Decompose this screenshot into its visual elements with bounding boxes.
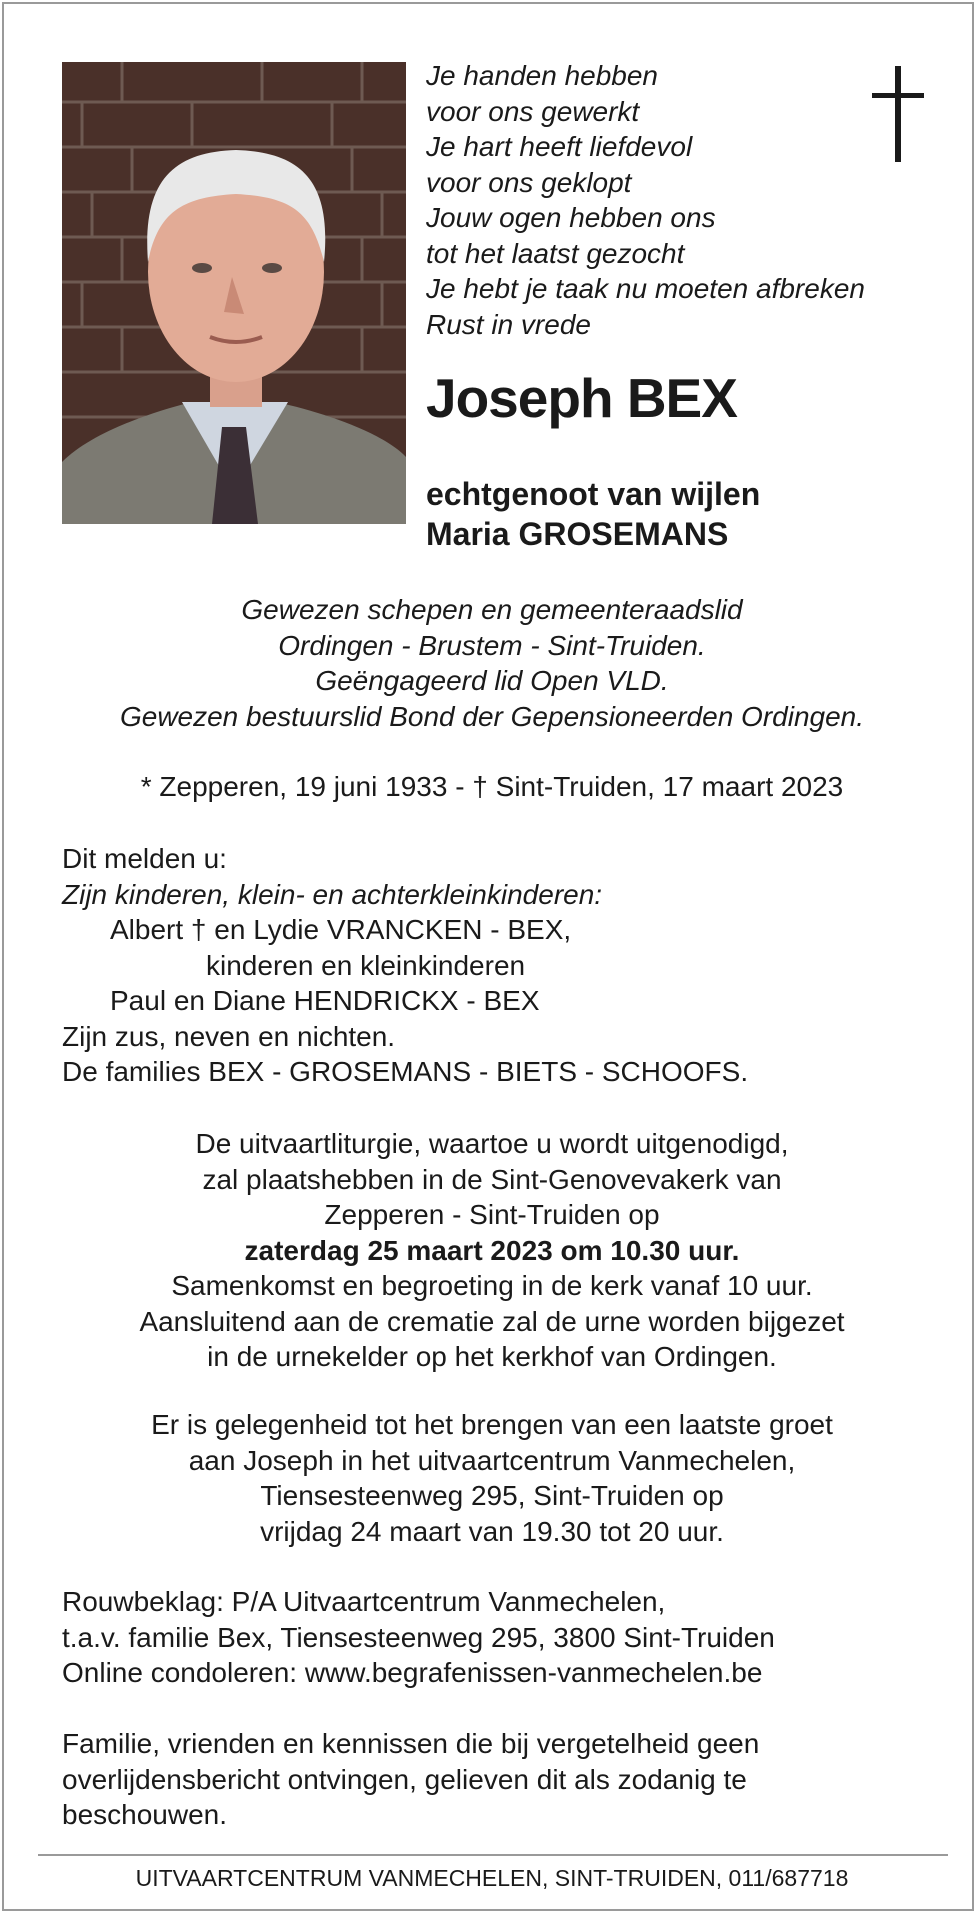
funeral-line: in de urnekelder op het kerkhof van Ordingen. <box>207 1341 777 1372</box>
portrait-image <box>62 62 406 524</box>
funeral-date: zaterdag 25 maart 2023 om 10.30 uur. <box>244 1234 740 1266</box>
notice-line: overlijdensbericht ontvingen, gelieven dit als zodanig te <box>62 1763 747 1795</box>
poem-line: voor ons gewerkt <box>426 95 640 127</box>
funeral-line: zal plaatshebben in de Sint-Genovevakerk van <box>202 1163 782 1195</box>
bio-block <box>4 592 980 734</box>
announcers-block <box>62 841 748 1090</box>
footer-text: UITVAARTCENTRUM VANMECHELEN, SINT-TRUIDEN, 011/687718 <box>135 1865 849 1891</box>
child-family-sub: kinderen en kleinkinderen <box>206 949 526 981</box>
poem-line: Je hart heeft liefdevol <box>426 131 693 162</box>
poem <box>426 58 865 342</box>
condolences-line: Online condoleren: www.begrafenissen-vanmechelen.be <box>62 1657 763 1688</box>
poem-line: voor ons geklopt <box>426 166 632 198</box>
funeral-block <box>4 1126 980 1375</box>
siblings-line: Zijn zus, neven en nichten. <box>62 1020 396 1052</box>
life-dates <box>4 769 980 805</box>
notice-line: beschouwen. <box>62 1799 228 1830</box>
poem-line: Je handen hebben <box>426 60 658 91</box>
children-heading: Zijn kinderen, klein- en achterkleinkinderen: <box>62 878 603 910</box>
bio-line: Gewezen bestuurslid Bond der Gepensioneerden Ordingen. <box>119 700 865 732</box>
footer-divider <box>38 1854 948 1856</box>
latin-cross-icon <box>866 66 930 162</box>
obituary-card <box>2 2 974 1911</box>
families-line: De families BEX - GROSEMANS - BIETS - SCHOOFS. <box>62 1056 749 1087</box>
condolences-line: t.a.v. familie Bex, Tiensesteenweg 295, 3800 Sint-Truiden <box>62 1621 775 1653</box>
poem-line: Rust in vrede <box>426 308 591 340</box>
visitation-block <box>4 1407 980 1549</box>
announcers-intro: Dit melden u: <box>62 843 227 874</box>
funeral-line: Zepperen - Sint-Truiden op <box>324 1199 660 1230</box>
spouse-relation: echtgenoot van wijlen <box>426 476 761 512</box>
portrait-photo <box>62 62 406 524</box>
poem-line: Jouw ogen hebben ons <box>426 202 716 233</box>
funeral-line: Aansluitend aan de crematie zal de urne worden bijgezet <box>139 1305 845 1337</box>
bio-line: Ordingen - Brustem - Sint-Truiden. <box>278 629 706 661</box>
poem-line: Je hebt je taak nu moeten afbreken <box>426 273 865 304</box>
visitation-line: Er is gelegenheid tot het brengen van een laatste groet <box>151 1409 833 1440</box>
life-dates-text: * Zepperen, 19 juni 1933 - † Sint-Truiden, 17 maart 2023 <box>140 771 844 802</box>
spouse-name: Maria GROSEMANS <box>426 516 729 552</box>
visitation-line: aan Joseph in het uitvaartcentrum Vanmechelen, <box>188 1444 796 1476</box>
child-family: Albert † en Lydie VRANCKEN - BEX, <box>110 914 572 945</box>
condolences-line: Rouwbeklag: P/A Uitvaartcentrum Vanmechelen, <box>62 1586 666 1617</box>
funeral-line: Samenkomst en begroeting in de kerk vanaf 10 uur. <box>171 1270 813 1301</box>
visitation-line: Tiensesteenweg 295, Sint-Truiden op <box>260 1480 724 1511</box>
notice-block <box>62 1726 759 1833</box>
funeral-line: De uitvaartliturgie, waartoe u wordt uitgenodigd, <box>195 1128 789 1159</box>
bio-line: Gewezen schepen en gemeenteraadslid <box>241 594 743 625</box>
visitation-line: vrijdag 24 maart van 19.30 tot 20 uur. <box>260 1515 724 1547</box>
child-family: Paul en Diane HENDRICKX - BEX <box>110 985 540 1016</box>
deceased-name: Joseph BEX <box>426 367 737 429</box>
notice-line: Familie, vrienden en kennissen die bij vergetelheid geen <box>62 1728 760 1759</box>
spouse-block <box>426 474 760 554</box>
condolences-block <box>62 1584 775 1691</box>
poem-line: tot het laatst gezocht <box>426 237 685 269</box>
bio-line: Geëngageerd lid Open VLD. <box>315 665 669 696</box>
